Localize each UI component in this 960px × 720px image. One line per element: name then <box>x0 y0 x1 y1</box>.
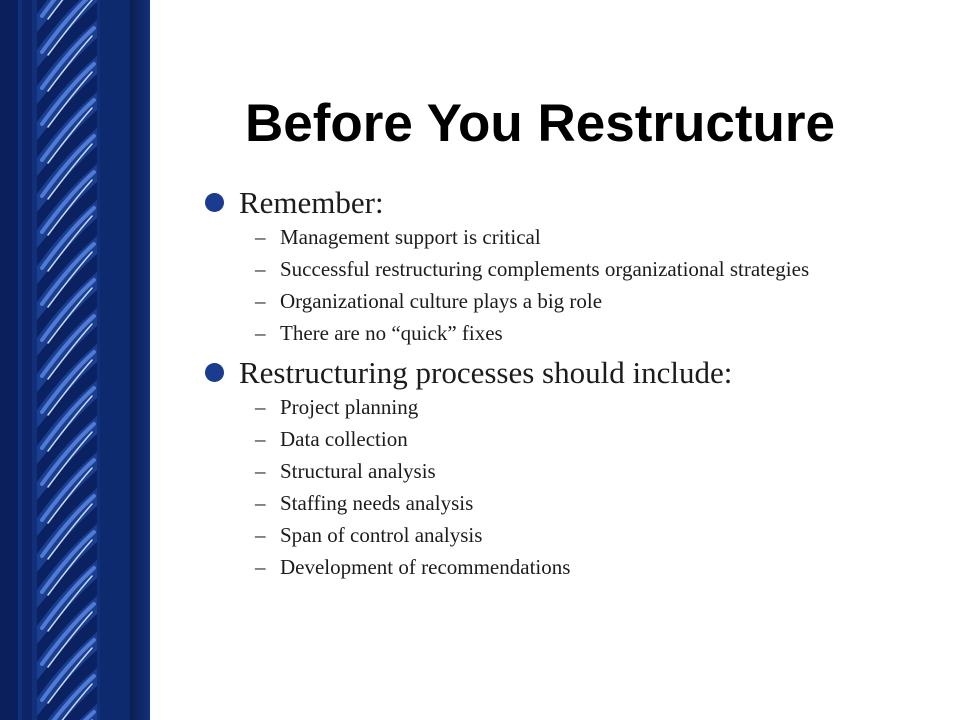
sub-bullet-list <box>205 226 905 344</box>
dash-marker: – <box>255 321 266 345</box>
bullet-content <box>205 184 905 588</box>
bullet-dot-icon <box>205 363 224 382</box>
sub-bullet-text: Management support is critical <box>280 225 541 249</box>
bullet-heading: Remember: <box>239 185 384 220</box>
sub-bullet-text: Development of recommendations <box>280 555 571 579</box>
dash-marker: – <box>255 395 266 419</box>
sub-bullet-text: Organizational culture plays a big role <box>280 289 603 313</box>
sub-bullet-item <box>205 492 905 514</box>
sub-bullet-text: There are no “quick” fixes <box>280 321 503 345</box>
sub-bullet-item <box>205 322 905 344</box>
sub-bullet-text: Data collection <box>280 427 408 451</box>
dash-marker: – <box>255 459 266 483</box>
slide-title: Before You Restructure <box>244 94 835 153</box>
dash-marker: – <box>255 225 266 249</box>
sub-bullet-text: Successful restructuring complements organizational strategies <box>280 257 810 281</box>
dash-marker: – <box>255 523 266 547</box>
dash-marker: – <box>255 257 266 281</box>
sub-bullet-text: Staffing needs analysis <box>280 491 474 515</box>
sub-bullet-item <box>205 460 905 482</box>
dash-marker: – <box>255 555 266 579</box>
sub-bullet-list <box>205 396 905 578</box>
sub-bullet-item <box>205 290 905 312</box>
sub-bullet-text: Project planning <box>280 395 419 419</box>
sub-bullet-item <box>205 226 905 248</box>
dash-marker: – <box>255 427 266 451</box>
sub-bullet-item <box>205 556 905 578</box>
sub-bullet-item <box>205 524 905 546</box>
decorative-rope-band <box>0 0 150 720</box>
sub-bullet-text: Span of control analysis <box>280 523 483 547</box>
bullet-dot-icon <box>205 193 224 212</box>
dash-marker: – <box>255 289 266 313</box>
sub-bullet-text: Structural analysis <box>280 459 436 483</box>
main-bullet <box>205 184 905 222</box>
dash-marker: – <box>255 491 266 515</box>
bullet-heading: Restructuring processes should include: <box>239 355 733 390</box>
sub-bullet-item <box>205 428 905 450</box>
sub-bullet-item <box>205 258 905 280</box>
main-bullet <box>205 354 905 392</box>
sub-bullet-item <box>205 396 905 418</box>
